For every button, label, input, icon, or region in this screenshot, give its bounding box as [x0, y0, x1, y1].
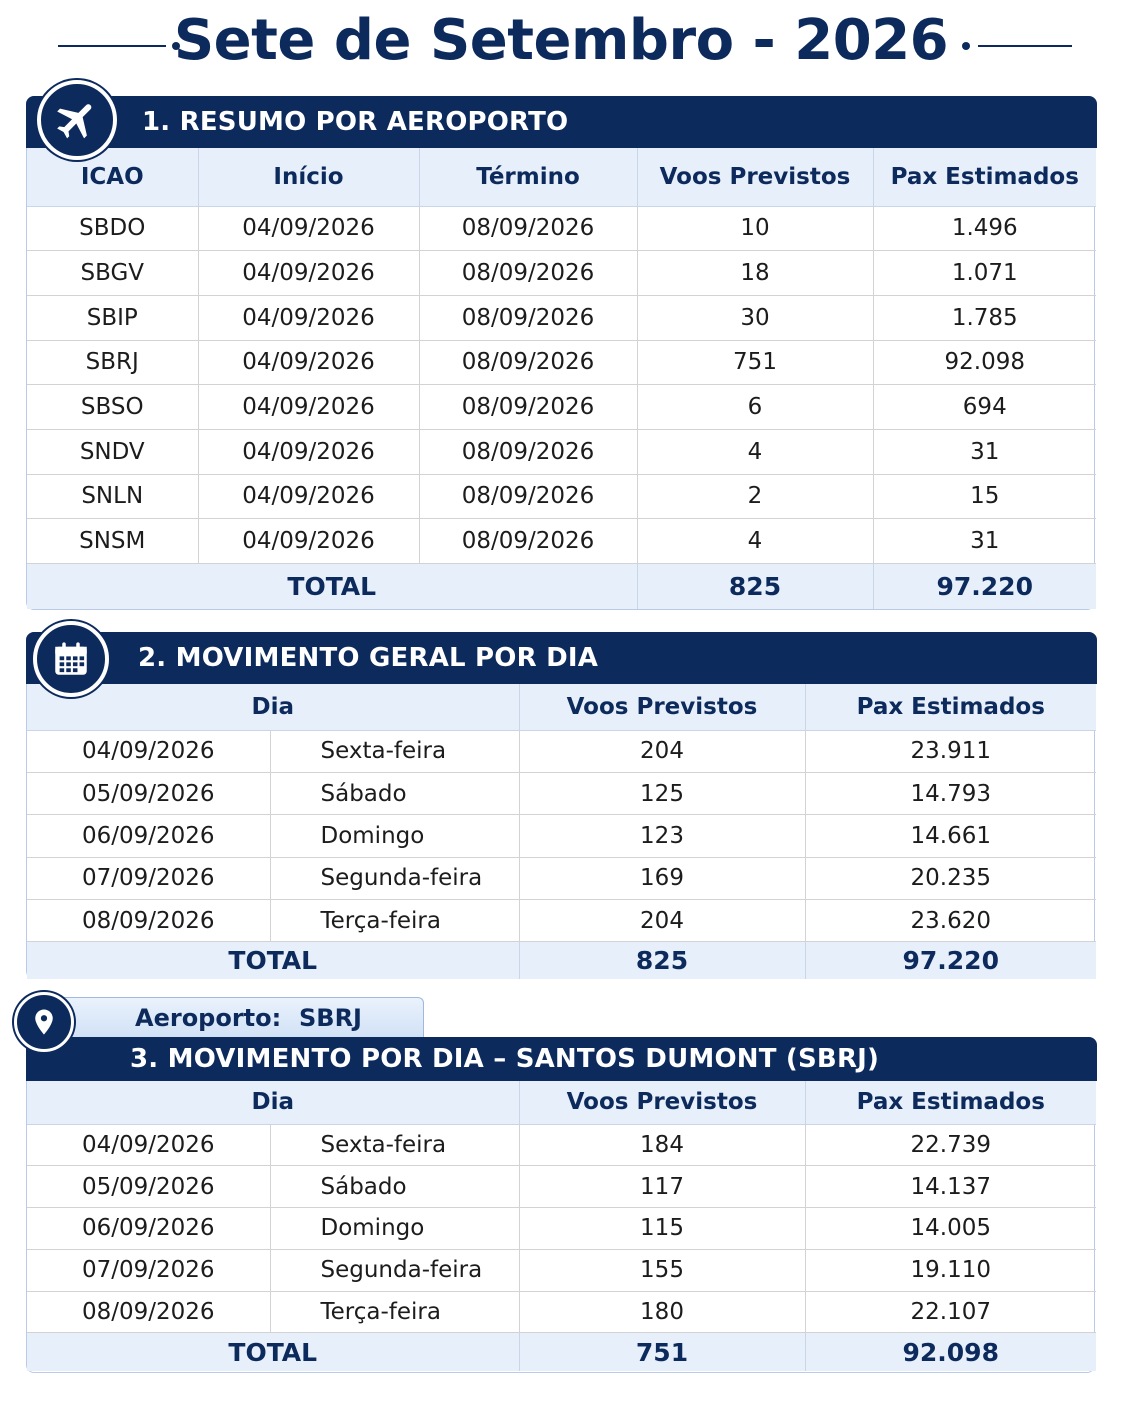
cell-termino: 08/09/2026: [419, 206, 637, 251]
cell-pax: 22.107: [805, 1291, 1096, 1333]
col-header-dia: Dia: [27, 1081, 519, 1124]
cell-weekday: Sexta-feira: [270, 1124, 519, 1166]
cell-termino: 08/09/2026: [419, 385, 637, 430]
cell-voos: 30: [637, 295, 873, 340]
title-decor-dot-right: [962, 42, 970, 50]
cell-pax: 1.496: [873, 206, 1096, 251]
page-title: Sete de Setembro - 2026: [173, 8, 949, 73]
cell-voos: 115: [519, 1208, 805, 1250]
cell-inicio: 04/09/2026: [198, 340, 419, 385]
title-decor-line-right: [978, 45, 1072, 47]
total-label: TOTAL: [27, 1333, 519, 1371]
col-header-pax: Pax Estimados: [873, 148, 1096, 206]
cell-weekday: Terça-feira: [270, 900, 519, 942]
total-label: TOTAL: [27, 942, 519, 979]
section1-header-bar: [26, 96, 1097, 148]
col-header-pax: Pax Estimados: [805, 684, 1096, 730]
cell-pax: 14.793: [805, 772, 1096, 814]
cell-pax: 23.911: [805, 730, 1096, 772]
cell-icao: SNSM: [27, 519, 198, 564]
total-voos: 751: [519, 1333, 805, 1371]
cell-pax: 19.110: [805, 1249, 1096, 1291]
cell-pax: 15: [873, 474, 1096, 519]
total-row: [27, 942, 1096, 979]
cell-inicio: 04/09/2026: [198, 519, 419, 564]
cell-weekday: Terça-feira: [270, 1291, 519, 1333]
airport-selector[interactable]: [26, 997, 424, 1041]
cell-voos: 4: [637, 519, 873, 564]
cell-pax: 22.739: [805, 1124, 1096, 1166]
total-row: [27, 1333, 1096, 1371]
cell-voos: 184: [519, 1124, 805, 1166]
table-row: [27, 519, 1096, 564]
table-row: [27, 251, 1096, 296]
cell-pax: 23.620: [805, 900, 1096, 942]
table-row: [27, 206, 1096, 251]
table-row: [27, 1249, 1096, 1291]
total-pax: 97.220: [805, 942, 1096, 979]
cell-voos: 125: [519, 772, 805, 814]
cell-icao: SBGV: [27, 251, 198, 296]
cell-pax: 92.098: [873, 340, 1096, 385]
cell-termino: 08/09/2026: [419, 340, 637, 385]
section3-heading: 3. MOVIMENTO POR DIA – SANTOS DUMONT (SBRJ): [130, 1044, 880, 1074]
cell-icao: SBIP: [27, 295, 198, 340]
cell-termino: 08/09/2026: [419, 295, 637, 340]
table-row: [27, 815, 1096, 857]
col-header-voos: Voos Previstos: [637, 148, 873, 206]
table-row: [27, 1124, 1096, 1166]
cell-voos: 18: [637, 251, 873, 296]
cell-voos: 169: [519, 857, 805, 899]
section2-heading: 2. MOVIMENTO GERAL POR DIA: [138, 643, 599, 673]
cell-voos: 204: [519, 900, 805, 942]
table-row: [27, 900, 1096, 942]
cell-date: 07/09/2026: [27, 1249, 270, 1291]
cell-icao: SNDV: [27, 429, 198, 474]
calendar-icon: [33, 621, 109, 697]
cell-weekday: Segunda-feira: [270, 1249, 519, 1291]
title-area: [0, 0, 1122, 90]
cell-pax: 31: [873, 519, 1096, 564]
total-label: TOTAL: [27, 564, 637, 609]
cell-inicio: 04/09/2026: [198, 429, 419, 474]
cell-weekday: Sábado: [270, 1166, 519, 1208]
cell-date: 05/09/2026: [27, 772, 270, 814]
cell-termino: 08/09/2026: [419, 519, 637, 564]
cell-pax: 14.005: [805, 1208, 1096, 1250]
cell-pax: 694: [873, 385, 1096, 430]
cell-voos: 10: [637, 206, 873, 251]
cell-weekday: Domingo: [270, 815, 519, 857]
table-row: [27, 730, 1096, 772]
cell-inicio: 04/09/2026: [198, 385, 419, 430]
airplane-icon: [37, 80, 117, 160]
cell-pax: 14.661: [805, 815, 1096, 857]
cell-pax: 1.071: [873, 251, 1096, 296]
col-header-inicio: Início: [198, 148, 419, 206]
total-voos: 825: [519, 942, 805, 979]
airport-selector-label: Aeroporto:: [135, 1004, 282, 1032]
col-header-icao: ICAO: [27, 148, 198, 206]
table-row: [27, 429, 1096, 474]
cell-voos: 180: [519, 1291, 805, 1333]
cell-icao: SNLN: [27, 474, 198, 519]
cell-weekday: Sexta-feira: [270, 730, 519, 772]
cell-date: 06/09/2026: [27, 815, 270, 857]
total-pax: 97.220: [873, 564, 1096, 609]
cell-icao: SBSO: [27, 385, 198, 430]
cell-inicio: 04/09/2026: [198, 251, 419, 296]
cell-voos: 204: [519, 730, 805, 772]
cell-pax: 20.235: [805, 857, 1096, 899]
cell-voos: 4: [637, 429, 873, 474]
col-header-dia: Dia: [27, 684, 519, 730]
cell-date: 06/09/2026: [27, 1208, 270, 1250]
cell-date: 05/09/2026: [27, 1166, 270, 1208]
daily-sbrj-table: [27, 1081, 1096, 1371]
cell-pax: 31: [873, 429, 1096, 474]
map-pin-icon: [14, 992, 74, 1052]
cell-weekday: Domingo: [270, 1208, 519, 1250]
col-header-termino: Término: [419, 148, 637, 206]
cell-inicio: 04/09/2026: [198, 474, 419, 519]
col-header-voos: Voos Previstos: [519, 1081, 805, 1124]
cell-voos: 155: [519, 1249, 805, 1291]
cell-termino: 08/09/2026: [419, 251, 637, 296]
table-row: [27, 1291, 1096, 1333]
table-row: [27, 295, 1096, 340]
table-row: [27, 474, 1096, 519]
col-header-voos: Voos Previstos: [519, 684, 805, 730]
cell-voos: 2: [637, 474, 873, 519]
section-daily-sbrj: [26, 1037, 1095, 1373]
cell-date: 08/09/2026: [27, 1291, 270, 1333]
table-row: [27, 1208, 1096, 1250]
table-row: [27, 385, 1096, 430]
airport-summary-table: [27, 148, 1096, 609]
section-daily-overall: [26, 632, 1095, 979]
cell-pax: 1.785: [873, 295, 1096, 340]
cell-icao: SBRJ: [27, 340, 198, 385]
cell-date: 04/09/2026: [27, 730, 270, 772]
table-row: [27, 1166, 1096, 1208]
cell-date: 07/09/2026: [27, 857, 270, 899]
section-airport-summary: [26, 96, 1095, 610]
col-header-pax: Pax Estimados: [805, 1081, 1096, 1124]
cell-voos: 123: [519, 815, 805, 857]
cell-icao: SBDO: [27, 206, 198, 251]
daily-overall-table: [27, 684, 1096, 979]
cell-voos: 751: [637, 340, 873, 385]
table-row: [27, 340, 1096, 385]
table-row: [27, 772, 1096, 814]
cell-date: 04/09/2026: [27, 1124, 270, 1166]
airport-selector-value[interactable]: SBRJ: [299, 1004, 362, 1032]
cell-weekday: Segunda-feira: [270, 857, 519, 899]
cell-pax: 14.137: [805, 1166, 1096, 1208]
cell-date: 08/09/2026: [27, 900, 270, 942]
cell-voos: 6: [637, 385, 873, 430]
cell-inicio: 04/09/2026: [198, 206, 419, 251]
cell-weekday: Sábado: [270, 772, 519, 814]
table-row: [27, 857, 1096, 899]
cell-termino: 08/09/2026: [419, 429, 637, 474]
section2-header-bar: [26, 632, 1097, 684]
total-pax: 92.098: [805, 1333, 1096, 1371]
cell-inicio: 04/09/2026: [198, 295, 419, 340]
total-row: [27, 564, 1096, 609]
cell-termino: 08/09/2026: [419, 474, 637, 519]
total-voos: 825: [637, 564, 873, 609]
section3-header-bar: [26, 1037, 1097, 1081]
section1-heading: 1. RESUMO POR AEROPORTO: [142, 107, 569, 137]
cell-voos: 117: [519, 1166, 805, 1208]
